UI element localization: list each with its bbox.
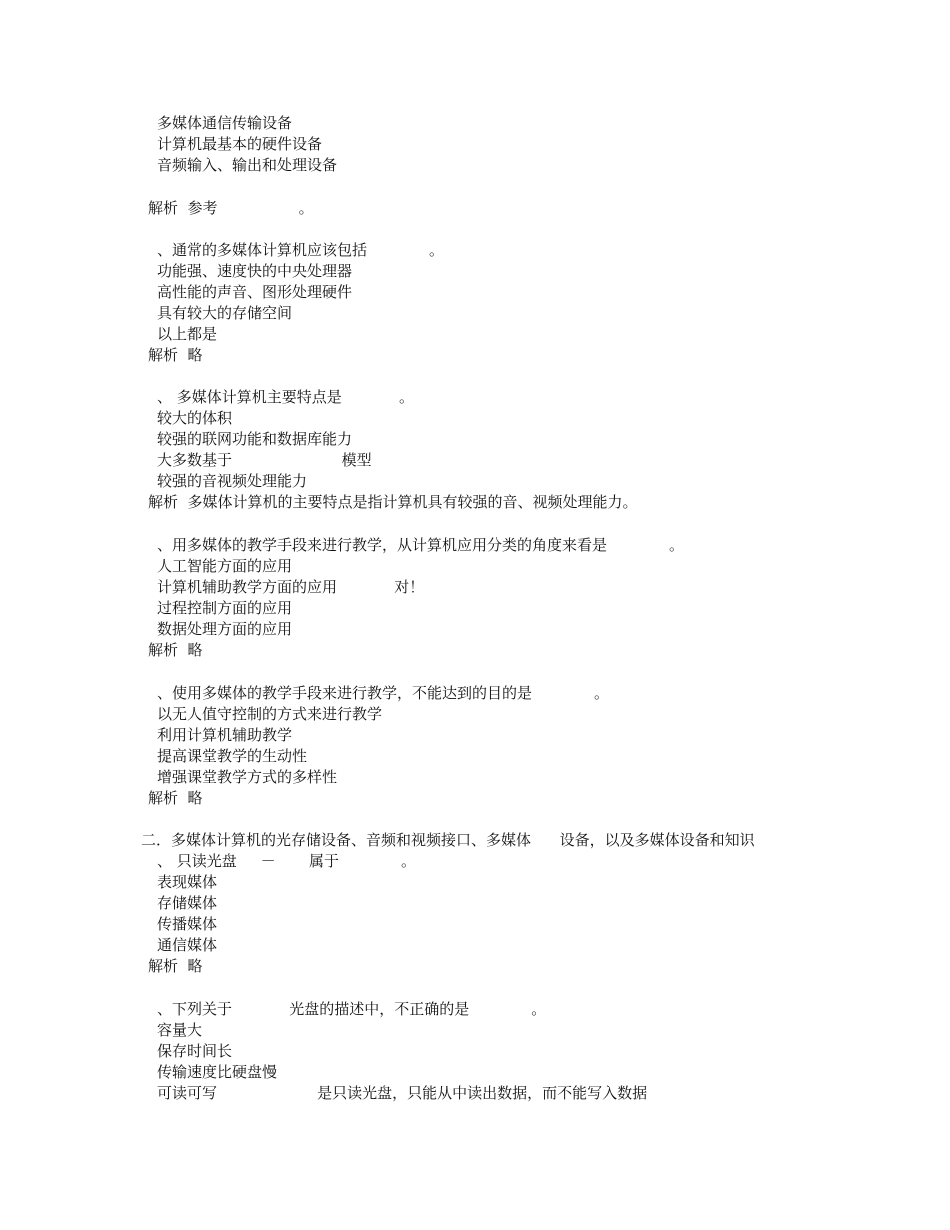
- option-line: 传播媒体: [157, 915, 218, 933]
- option-line: 多媒体通信传输设备: [157, 114, 293, 132]
- option-line: 传输速度比硬盘慢: [157, 1063, 278, 1081]
- option-line: 具有较大的存储空间: [157, 304, 293, 322]
- question-line: 、使用多媒体的教学手段来进行教学，不能达到的目的是 。: [157, 684, 609, 702]
- option-line: 存储媒体: [157, 894, 218, 912]
- analysis-line: 解析 多媒体计算机的主要特点是指计算机具有较强的音、视频处理能力。: [148, 493, 638, 511]
- option-line: 较大的体积: [157, 409, 233, 427]
- option-line: 音频输入、输出和处理设备: [157, 156, 338, 174]
- analysis-line: 解析 略: [148, 957, 203, 975]
- question-line: 、用多媒体的教学手段来进行教学，从计算机应用分类的角度来看是 。: [157, 536, 684, 554]
- option-line: 计算机辅助教学方面的应用 对！: [157, 578, 425, 596]
- option-line: 通信媒体: [157, 936, 218, 954]
- analysis-line: 解析 略: [148, 641, 203, 659]
- option-line: 保存时间长: [157, 1042, 233, 1060]
- option-line: 较强的音视频处理能力: [157, 472, 308, 490]
- option-line: 容量大: [157, 1021, 203, 1039]
- option-line: 增强课堂教学方式的多样性: [157, 768, 338, 786]
- option-line: 较强的联网功能和数据库能力: [157, 430, 353, 448]
- option-line: 以上都是: [157, 325, 218, 343]
- option-line: 利用计算机辅助教学: [157, 726, 293, 744]
- option-line: 提高课堂教学的生动性: [157, 747, 308, 765]
- option-line: 以无人值守控制的方式来进行教学: [157, 705, 383, 723]
- option-line: 大多数基于 模型: [157, 451, 372, 469]
- option-line: 数据处理方面的应用: [157, 620, 293, 638]
- option-line: 人工智能方面的应用: [157, 557, 293, 575]
- analysis-line: 解析 参考 。: [148, 199, 314, 217]
- option-line: 功能强、速度快的中央处理器: [157, 262, 353, 280]
- analysis-line: 解析 略: [148, 346, 203, 364]
- analysis-line: 解析 略: [148, 789, 203, 807]
- section-heading: 二．多媒体计算机的光存储设备、音频和视频接口、多媒体 设备，以及多媒体设备和知识: [141, 831, 755, 849]
- option-line: 可读可写 是只读光盘，只能从中读出数据，而不能写入数据: [157, 1084, 648, 1102]
- option-line: 计算机最基本的硬件设备: [157, 135, 323, 153]
- option-line: 过程控制方面的应用: [157, 599, 293, 617]
- option-line: 高性能的声音、图形处理硬件: [157, 283, 353, 301]
- question-line: 、下列关于 光盘的描述中，不正确的是 。: [157, 1000, 547, 1018]
- question-line: 、通常的多媒体计算机应该包括 。: [157, 241, 444, 259]
- question-line: 、 只读光盘 － 属于 。: [157, 852, 416, 870]
- question-line: 、 多媒体计算机主要特点是 。: [157, 388, 414, 406]
- option-line: 表现媒体: [157, 873, 218, 891]
